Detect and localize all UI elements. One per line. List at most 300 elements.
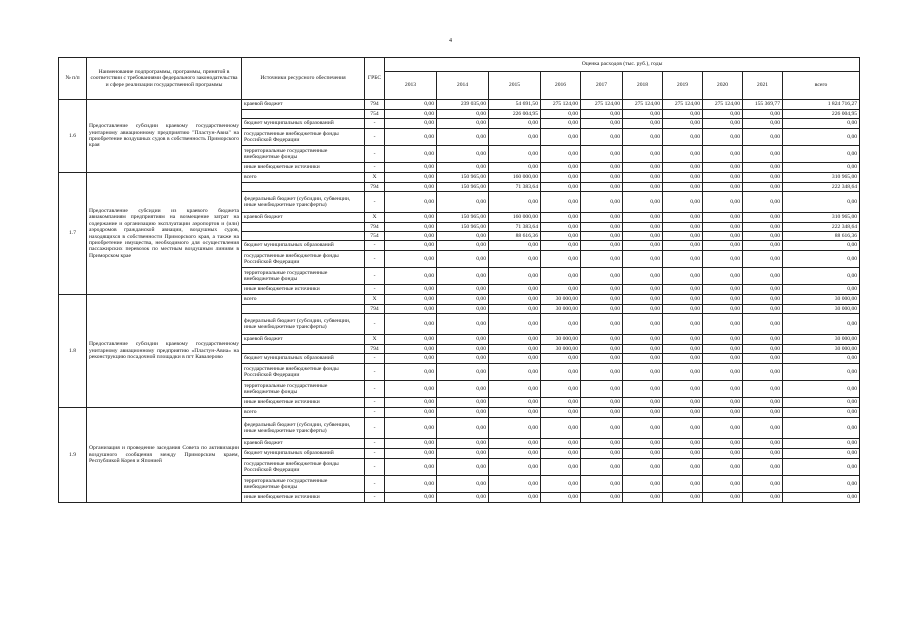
grbs-code: -: [365, 398, 385, 408]
value-cell: 30 000,00: [541, 335, 581, 345]
funding-source: государственные внебюджетные фонды Российской Федерации: [242, 251, 365, 268]
value-cell: 0,00: [541, 192, 581, 213]
total-cell: 0,00: [783, 285, 860, 295]
value-cell: 0,00: [703, 232, 743, 241]
value-cell: 0,00: [703, 335, 743, 345]
value-cell: 0,00: [385, 305, 437, 314]
value-cell: 275 124,00: [623, 100, 663, 110]
row-number: 1.7: [59, 173, 87, 295]
value-cell: 0,00: [581, 493, 623, 503]
grbs-code: -: [365, 129, 385, 146]
value-cell: 0,00: [581, 268, 623, 285]
total-cell: 0,00: [783, 408, 860, 418]
value-cell: 0,00: [623, 251, 663, 268]
funding-source: [242, 223, 365, 232]
funding-source: краевой бюджет: [242, 100, 365, 110]
value-cell: 0,00: [541, 223, 581, 232]
value-cell: 0,00: [663, 381, 703, 398]
value-cell: 0,00: [743, 251, 783, 268]
funding-source: государственные внебюджетные фонды Российской Федерации: [242, 129, 365, 146]
value-cell: 0,00: [489, 398, 541, 408]
value-cell: 0,00: [703, 449, 743, 459]
measure-name: Предоставление субсидии краевому государственному унитарному авиационному предприятию "Пластун-Авиа" на приобретение воздушных судов в собственность Приморского края: [87, 100, 242, 173]
row-number: 1.9: [59, 408, 87, 503]
grbs-code: -: [365, 408, 385, 418]
value-cell: 0,00: [489, 129, 541, 146]
total-cell: 0,00: [783, 493, 860, 503]
value-cell: 0,00: [385, 285, 437, 295]
value-cell: 0,00: [489, 268, 541, 285]
measure-name: Предоставление субсидии из краевого бюджета авиакомпаниям предприятиям на возмещение затрат на содержание и организацию эксплуатации аэропортов и (или) аэродромов гражданской авиации, воздушных судов, находящихся в собственности Приморского края, а также на приобретение имущества, необходимого для осуществления пассажирских перевозок по местным воздушным линиям в Приморском крае: [87, 173, 242, 295]
value-cell: 0,00: [489, 345, 541, 354]
value-cell: 0,00: [385, 183, 437, 192]
value-cell: 0,00: [703, 192, 743, 213]
grbs-code: -: [365, 314, 385, 335]
value-cell: 0,00: [663, 119, 703, 129]
value-cell: 0,00: [663, 163, 703, 173]
grbs-code: Х: [365, 173, 385, 183]
value-cell: 0,00: [581, 251, 623, 268]
value-cell: 0,00: [703, 173, 743, 183]
value-cell: 0,00: [663, 110, 703, 119]
value-cell: 0,00: [663, 268, 703, 285]
total-cell: 0,00: [783, 398, 860, 408]
grbs-code: -: [365, 493, 385, 503]
value-cell: 0,00: [489, 335, 541, 345]
value-cell: 0,00: [581, 305, 623, 314]
value-cell: 0,00: [743, 110, 783, 119]
value-cell: 0,00: [437, 493, 489, 503]
value-cell: 0,00: [541, 408, 581, 418]
value-cell: 150 965,00: [437, 173, 489, 183]
funding-source: территориальные государственные внебюджетные фонды: [242, 381, 365, 398]
funding-source: [242, 232, 365, 241]
value-cell: 0,00: [581, 439, 623, 449]
value-cell: 0,00: [663, 192, 703, 213]
total-cell: 222 348,64: [783, 183, 860, 192]
value-cell: 0,00: [385, 119, 437, 129]
funding-source: [242, 110, 365, 119]
value-cell: 0,00: [743, 129, 783, 146]
funding-source: краевой бюджет: [242, 439, 365, 449]
total-cell: 0,00: [783, 251, 860, 268]
header-grbs: ГРБС: [365, 58, 385, 100]
value-cell: 0,00: [385, 100, 437, 110]
value-cell: 0,00: [489, 241, 541, 251]
value-cell: 155 369,77: [743, 100, 783, 110]
value-cell: 0,00: [623, 129, 663, 146]
value-cell: 0,00: [489, 295, 541, 305]
value-cell: 0,00: [385, 364, 437, 381]
value-cell: 0,00: [743, 345, 783, 354]
value-cell: 0,00: [437, 305, 489, 314]
value-cell: 0,00: [623, 295, 663, 305]
value-cell: 160 000,00: [489, 213, 541, 223]
table-row: [59, 295, 860, 305]
value-cell: 0,00: [385, 476, 437, 493]
value-cell: 0,00: [489, 285, 541, 295]
value-cell: 0,00: [623, 285, 663, 295]
value-cell: 0,00: [437, 335, 489, 345]
value-cell: 0,00: [703, 381, 743, 398]
value-cell: 71 383,64: [489, 183, 541, 192]
total-cell: 30 000,00: [783, 345, 860, 354]
value-cell: 0,00: [703, 163, 743, 173]
value-cell: 0,00: [743, 439, 783, 449]
value-cell: 0,00: [663, 398, 703, 408]
value-cell: 239 035,00: [437, 100, 489, 110]
value-cell: 0,00: [623, 449, 663, 459]
value-cell: 0,00: [437, 232, 489, 241]
value-cell: 0,00: [703, 251, 743, 268]
total-cell: 0,00: [783, 364, 860, 381]
year-header: 2015: [489, 72, 541, 100]
value-cell: 0,00: [385, 439, 437, 449]
value-cell: 226 004,95: [489, 110, 541, 119]
value-cell: 88 616,36: [489, 232, 541, 241]
value-cell: 0,00: [385, 268, 437, 285]
value-cell: 0,00: [663, 305, 703, 314]
value-cell: 0,00: [437, 129, 489, 146]
value-cell: 0,00: [743, 449, 783, 459]
value-cell: 275 124,00: [541, 100, 581, 110]
value-cell: 0,00: [541, 449, 581, 459]
value-cell: 0,00: [581, 398, 623, 408]
funding-source: федеральный бюджет (субсидии, субвенции, иные межбюджетные трансферты): [242, 314, 365, 335]
value-cell: 0,00: [703, 223, 743, 232]
value-cell: 0,00: [385, 335, 437, 345]
funding-source: краевой бюджет: [242, 213, 365, 223]
year-header: 2018: [623, 72, 663, 100]
value-cell: 0,00: [385, 173, 437, 183]
value-cell: 0,00: [541, 398, 581, 408]
value-cell: 0,00: [623, 345, 663, 354]
value-cell: 0,00: [581, 345, 623, 354]
value-cell: 0,00: [541, 439, 581, 449]
value-cell: 0,00: [437, 119, 489, 129]
total-cell: 222 348,64: [783, 223, 860, 232]
value-cell: 0,00: [581, 119, 623, 129]
value-cell: 0,00: [437, 476, 489, 493]
value-cell: 0,00: [581, 146, 623, 163]
value-cell: 0,00: [663, 418, 703, 439]
total-cell: 0,00: [783, 439, 860, 449]
value-cell: 0,00: [743, 476, 783, 493]
measure-name: Предоставление субсидии краевому государственному унитарному авиационному предприятию «Пластун-Авиа» на реконструкцию посадочной площадки в пгт Кавалерово: [87, 295, 242, 408]
value-cell: 0,00: [489, 418, 541, 439]
value-cell: 0,00: [703, 268, 743, 285]
value-cell: 0,00: [663, 314, 703, 335]
value-cell: 275 124,00: [703, 100, 743, 110]
value-cell: 0,00: [385, 459, 437, 476]
value-cell: 0,00: [489, 146, 541, 163]
total-cell: 0,00: [783, 192, 860, 213]
value-cell: 0,00: [437, 345, 489, 354]
funding-source: федеральный бюджет (субсидии, субвенции, иные межбюджетные трансферты): [242, 418, 365, 439]
grbs-code: -: [365, 459, 385, 476]
value-cell: 0,00: [385, 408, 437, 418]
value-cell: 0,00: [437, 251, 489, 268]
value-cell: 0,00: [623, 381, 663, 398]
table-row: [59, 100, 860, 110]
value-cell: 0,00: [385, 381, 437, 398]
value-cell: 0,00: [541, 251, 581, 268]
value-cell: 0,00: [437, 398, 489, 408]
value-cell: 0,00: [437, 364, 489, 381]
value-cell: 0,00: [541, 418, 581, 439]
value-cell: 0,00: [541, 459, 581, 476]
value-cell: 0,00: [663, 183, 703, 192]
total-cell: 0,00: [783, 354, 860, 364]
year-header: 2019: [663, 72, 703, 100]
value-cell: 0,00: [437, 163, 489, 173]
value-cell: 0,00: [743, 295, 783, 305]
table-row: [59, 408, 860, 418]
funding-source: государственные внебюджетные фонды Российской Федерации: [242, 459, 365, 476]
value-cell: 0,00: [581, 213, 623, 223]
funding-source: бюджет муниципальных образований: [242, 354, 365, 364]
year-header: 2016: [541, 72, 581, 100]
value-cell: 0,00: [623, 268, 663, 285]
grbs-code: -: [365, 439, 385, 449]
total-cell: 0,00: [783, 146, 860, 163]
value-cell: 275 124,00: [581, 100, 623, 110]
value-cell: 0,00: [541, 146, 581, 163]
value-cell: 30 000,00: [541, 345, 581, 354]
total-cell: 0,00: [783, 241, 860, 251]
value-cell: 0,00: [385, 146, 437, 163]
value-cell: 0,00: [489, 119, 541, 129]
funding-source: иные внебюджетные источники: [242, 493, 365, 503]
value-cell: 0,00: [581, 232, 623, 241]
measure-name: Организация и проведение заседания Совета по активизации воздушного сообщения между Приморским краем, Республикой Корея и Японией: [87, 408, 242, 503]
value-cell: 0,00: [663, 493, 703, 503]
value-cell: 0,00: [541, 381, 581, 398]
value-cell: 0,00: [743, 364, 783, 381]
total-cell: 0,00: [783, 129, 860, 146]
value-cell: 160 000,00: [489, 173, 541, 183]
value-cell: 0,00: [743, 418, 783, 439]
grbs-code: -: [365, 354, 385, 364]
value-cell: 0,00: [703, 459, 743, 476]
value-cell: 0,00: [581, 129, 623, 146]
funding-source: [242, 183, 365, 192]
funding-source: территориальные государственные внебюджетные фонды: [242, 268, 365, 285]
value-cell: 0,00: [489, 354, 541, 364]
total-cell: 226 004,95: [783, 110, 860, 119]
grbs-code: -: [365, 251, 385, 268]
value-cell: 0,00: [437, 459, 489, 476]
total-cell: 0,00: [783, 449, 860, 459]
value-cell: 0,00: [743, 314, 783, 335]
value-cell: 0,00: [541, 493, 581, 503]
value-cell: 0,00: [663, 345, 703, 354]
value-cell: 0,00: [663, 223, 703, 232]
value-cell: 0,00: [703, 183, 743, 192]
value-cell: 0,00: [581, 381, 623, 398]
value-cell: 0,00: [437, 354, 489, 364]
header-name: Наименование подпрограммы, программы, принятой в соответствии с требованиями федерального законодательства и сфере реализации государственной программы: [87, 58, 242, 100]
total-cell: 88 616,36: [783, 232, 860, 241]
value-cell: 0,00: [489, 364, 541, 381]
value-cell: 0,00: [743, 183, 783, 192]
value-cell: 0,00: [703, 364, 743, 381]
grbs-code: -: [365, 449, 385, 459]
value-cell: 71 383,64: [489, 223, 541, 232]
value-cell: 0,00: [743, 398, 783, 408]
value-cell: 0,00: [581, 173, 623, 183]
value-cell: 0,00: [623, 163, 663, 173]
value-cell: 0,00: [743, 305, 783, 314]
value-cell: 0,00: [541, 173, 581, 183]
value-cell: 0,00: [385, 493, 437, 503]
header-estimate: Оценка расходов (тыс. руб.), годы: [385, 58, 860, 72]
value-cell: 0,00: [581, 314, 623, 335]
value-cell: 0,00: [743, 163, 783, 173]
value-cell: 0,00: [489, 251, 541, 268]
value-cell: 0,00: [489, 192, 541, 213]
value-cell: 0,00: [703, 213, 743, 223]
value-cell: 0,00: [541, 129, 581, 146]
value-cell: 0,00: [437, 449, 489, 459]
value-cell: 0,00: [385, 398, 437, 408]
funding-source: всего: [242, 173, 365, 183]
value-cell: 0,00: [623, 408, 663, 418]
value-cell: 0,00: [663, 354, 703, 364]
value-cell: 0,00: [385, 129, 437, 146]
value-cell: 0,00: [541, 110, 581, 119]
value-cell: 0,00: [541, 476, 581, 493]
value-cell: 0,00: [663, 335, 703, 345]
funding-source: федеральный бюджет (субсидии, субвенции, иные межбюджетные трансферты): [242, 192, 365, 213]
value-cell: 0,00: [489, 439, 541, 449]
value-cell: 0,00: [703, 119, 743, 129]
funding-source: иные внебюджетные источники: [242, 163, 365, 173]
value-cell: 0,00: [703, 398, 743, 408]
funding-source: бюджет муниципальных образований: [242, 119, 365, 129]
grbs-code: -: [365, 119, 385, 129]
grbs-code: -: [365, 192, 385, 213]
value-cell: 0,00: [581, 459, 623, 476]
value-cell: 0,00: [623, 439, 663, 449]
value-cell: 0,00: [541, 183, 581, 192]
funding-source: бюджет муниципальных образований: [242, 449, 365, 459]
grbs-code: 794: [365, 345, 385, 354]
value-cell: 0,00: [623, 173, 663, 183]
value-cell: 0,00: [623, 314, 663, 335]
value-cell: 0,00: [437, 295, 489, 305]
value-cell: 0,00: [437, 439, 489, 449]
grbs-code: -: [365, 381, 385, 398]
value-cell: 0,00: [489, 314, 541, 335]
value-cell: 0,00: [743, 268, 783, 285]
year-header: 2017: [581, 72, 623, 100]
value-cell: 0,00: [623, 110, 663, 119]
grbs-code: 794: [365, 223, 385, 232]
value-cell: 0,00: [623, 183, 663, 192]
value-cell: 0,00: [581, 449, 623, 459]
value-cell: 0,00: [581, 476, 623, 493]
value-cell: 0,00: [581, 354, 623, 364]
value-cell: 0,00: [623, 398, 663, 408]
value-cell: 0,00: [385, 192, 437, 213]
value-cell: 0,00: [663, 476, 703, 493]
grbs-code: 754: [365, 232, 385, 241]
total-cell: 0,00: [783, 418, 860, 439]
value-cell: 0,00: [743, 354, 783, 364]
grbs-code: 754: [365, 110, 385, 119]
year-header: 2014: [437, 72, 489, 100]
value-cell: 0,00: [385, 232, 437, 241]
value-cell: 0,00: [703, 285, 743, 295]
funding-source: всего: [242, 295, 365, 305]
value-cell: 0,00: [437, 110, 489, 119]
total-cell: 30 000,00: [783, 335, 860, 345]
funding-source: бюджет муниципальных образований: [242, 241, 365, 251]
value-cell: 0,00: [385, 110, 437, 119]
value-cell: 54 691,50: [489, 100, 541, 110]
value-cell: 0,00: [437, 418, 489, 439]
value-cell: 0,00: [385, 354, 437, 364]
value-cell: 0,00: [743, 232, 783, 241]
value-cell: 0,00: [385, 213, 437, 223]
table-body: [59, 100, 860, 503]
value-cell: 0,00: [623, 364, 663, 381]
value-cell: 0,00: [581, 183, 623, 192]
funding-source: иные внебюджетные источники: [242, 398, 365, 408]
value-cell: 0,00: [437, 146, 489, 163]
total-cell: 1 824 716,27: [783, 100, 860, 110]
value-cell: 0,00: [623, 493, 663, 503]
value-cell: 0,00: [581, 285, 623, 295]
grbs-code: -: [365, 241, 385, 251]
value-cell: 0,00: [743, 213, 783, 223]
year-header: 2013: [385, 72, 437, 100]
value-cell: 0,00: [623, 418, 663, 439]
value-cell: 0,00: [743, 223, 783, 232]
value-cell: 0,00: [743, 459, 783, 476]
value-cell: 0,00: [743, 335, 783, 345]
value-cell: 0,00: [703, 493, 743, 503]
value-cell: 0,00: [703, 146, 743, 163]
value-cell: 0,00: [743, 381, 783, 398]
value-cell: 0,00: [743, 408, 783, 418]
value-cell: 0,00: [663, 449, 703, 459]
value-cell: 0,00: [623, 192, 663, 213]
year-header: 2020: [703, 72, 743, 100]
total-cell: 0,00: [783, 119, 860, 129]
value-cell: 30 000,00: [541, 305, 581, 314]
value-cell: 0,00: [437, 285, 489, 295]
value-cell: 0,00: [703, 110, 743, 119]
value-cell: 0,00: [663, 232, 703, 241]
value-cell: 0,00: [743, 285, 783, 295]
value-cell: 0,00: [385, 418, 437, 439]
value-cell: 0,00: [623, 119, 663, 129]
total-cell: 30 000,00: [783, 305, 860, 314]
value-cell: 0,00: [581, 192, 623, 213]
value-cell: 0,00: [541, 354, 581, 364]
value-cell: 0,00: [581, 295, 623, 305]
funding-source: территориальные государственные внебюджетные фонды: [242, 476, 365, 493]
funding-source: иные внебюджетные источники: [242, 285, 365, 295]
row-number: 1.6: [59, 100, 87, 173]
grbs-code: Х: [365, 295, 385, 305]
value-cell: 0,00: [541, 119, 581, 129]
value-cell: 0,00: [489, 408, 541, 418]
value-cell: 0,00: [489, 493, 541, 503]
funding-source: территориальные государственные внебюджетные фонды: [242, 146, 365, 163]
